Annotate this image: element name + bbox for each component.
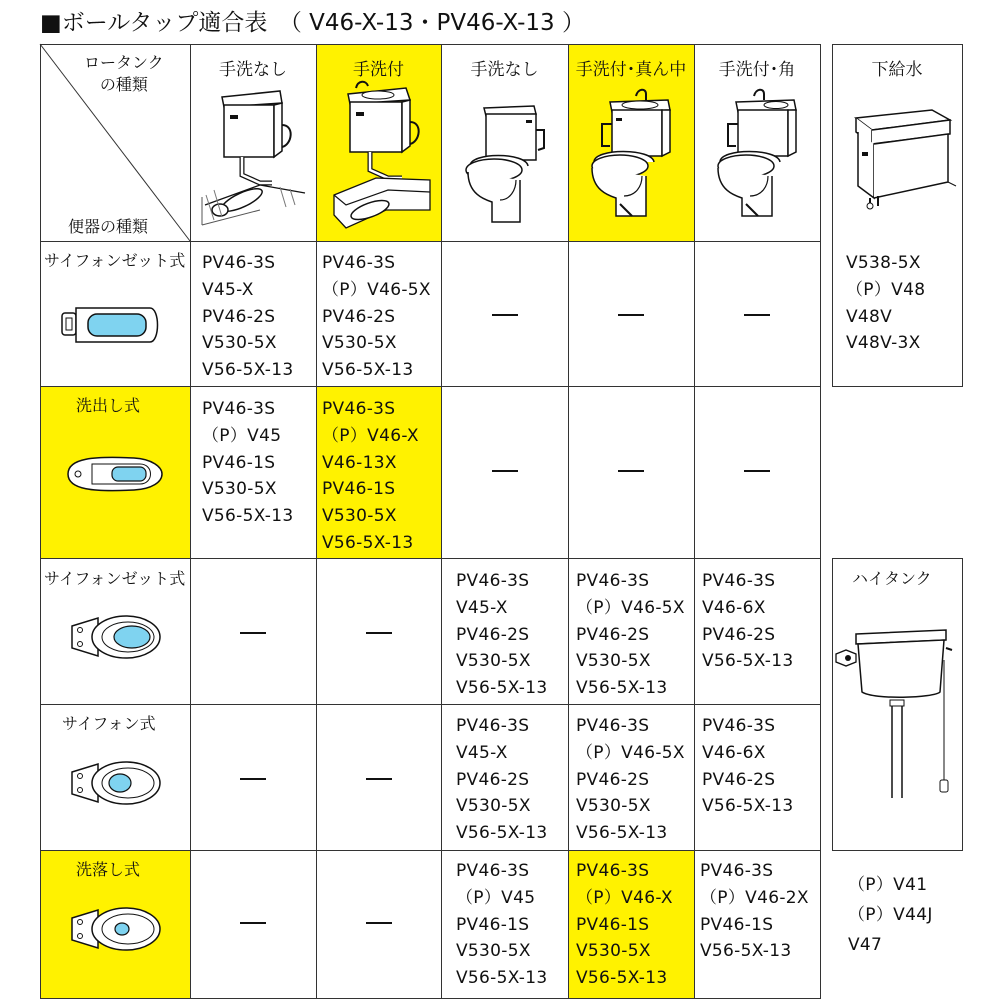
codes-r4-c4: PV46-3S （P）V46-5X PV46-2S V530-5X V56-5X-13 <box>576 716 685 844</box>
dash-r3-c1 <box>240 632 266 634</box>
bowl-siphon-jet-elongated-icon <box>62 300 162 350</box>
column-header-3: 手洗なし <box>470 60 539 80</box>
codes-r2-c1: PV46-3S （P）V45 PV46-1S V530-5X V56-5X-13 <box>202 399 294 527</box>
dash-r2-c5 <box>744 470 770 472</box>
column-header-4: 手洗付･真ん中 <box>575 60 687 80</box>
codes-r2-c2: PV46-3S （P）V46-X V46-13X PV46-1S V530-5X V56-5X-13 <box>322 399 419 553</box>
dash-r2-c3 <box>492 470 518 472</box>
column-header-6: 下給水 <box>871 60 923 80</box>
western-toilet-center-faucet-icon <box>580 88 685 233</box>
bowl-siphon-jet-round-icon <box>68 612 163 662</box>
codes-r4-c5: PV46-3S V46-6X PV46-2S V56-5X-13 <box>702 716 794 817</box>
codes-r5-c3: PV46-3S （P）V45 PV46-1S V530-5X V56-5X-13 <box>456 861 548 989</box>
bowl-washdown-icon <box>68 904 163 954</box>
dash-r2-c4 <box>618 470 644 472</box>
lower-feed-tank-icon <box>842 100 957 210</box>
dash-r1-c3 <box>492 314 518 316</box>
row-label-1: サイフォンゼット式 <box>44 251 186 270</box>
codes-r1-c2: PV46-3S （P）V46-5X PV46-2S V530-5X V56-5X-13 <box>322 253 431 381</box>
codes-r3-c3: PV46-3S V45-X PV46-2S V530-5X V56-5X-13 <box>456 571 548 699</box>
corner-bowl-type-label: 便器の種類 <box>68 217 149 236</box>
codes-r5-c4: PV46-3S （P）V46-X PV46-1S V530-5X V56-5X-13 <box>576 861 673 989</box>
row-label-2: 洗出し式 <box>76 396 141 415</box>
corner-tank-type-label: ロータンク の種類 <box>84 53 164 94</box>
codes-r1-c1: PV46-3S V45-X PV46-2S V530-5X V56-5X-13 <box>202 253 294 381</box>
column-header-1: 手洗なし <box>219 60 287 80</box>
codes-r3-c4: PV46-3S （P）V46-5X PV46-2S V530-5X V56-5X-13 <box>576 571 685 699</box>
bowl-siphon-icon <box>68 758 163 808</box>
dash-r5-c1 <box>240 922 266 924</box>
dash-r1-c4 <box>618 314 644 316</box>
column-header-5: 手洗付･角 <box>718 60 796 80</box>
codes-r3-c5: PV46-3S V46-6X PV46-2S V56-5X-13 <box>702 571 794 672</box>
squat-toilet-tank-icon <box>200 85 310 235</box>
dash-r1-c5 <box>744 314 770 316</box>
dash-r4-c2 <box>366 778 392 780</box>
codes-r4-c3: PV46-3S V45-X PV46-2S V530-5X V56-5X-13 <box>456 716 548 844</box>
codes-lower-feed: V538-5X （P）V48 V48V V48V-3X <box>846 253 926 354</box>
dash-r4-c1 <box>240 778 266 780</box>
codes-high-tank: （P）V41 （P）V44J V47 <box>848 875 933 955</box>
bowl-washout-icon <box>64 452 164 497</box>
column-header-2: 手洗付 <box>353 60 404 80</box>
dash-r3-c2 <box>366 632 392 634</box>
row-label-5: 洗落し式 <box>76 860 141 879</box>
codes-r5-c5: PV46-3S （P）V46-2X PV46-1S V56-5X-13 <box>700 861 809 962</box>
dash-r5-c2 <box>366 922 392 924</box>
squat-toilet-tank-faucet-icon <box>326 80 436 230</box>
row-label-4: サイフォン式 <box>62 714 156 733</box>
row-label-3: サイフォンゼット式 <box>44 569 186 588</box>
high-tank-icon <box>834 620 954 800</box>
western-toilet-icon <box>456 100 556 235</box>
page-title: ■ボールタップ適合表 （ V46-X-13・PV46-X-13 ） <box>40 10 586 36</box>
western-toilet-corner-faucet-icon <box>706 88 811 233</box>
high-tank-label: ハイタンク <box>852 569 932 588</box>
